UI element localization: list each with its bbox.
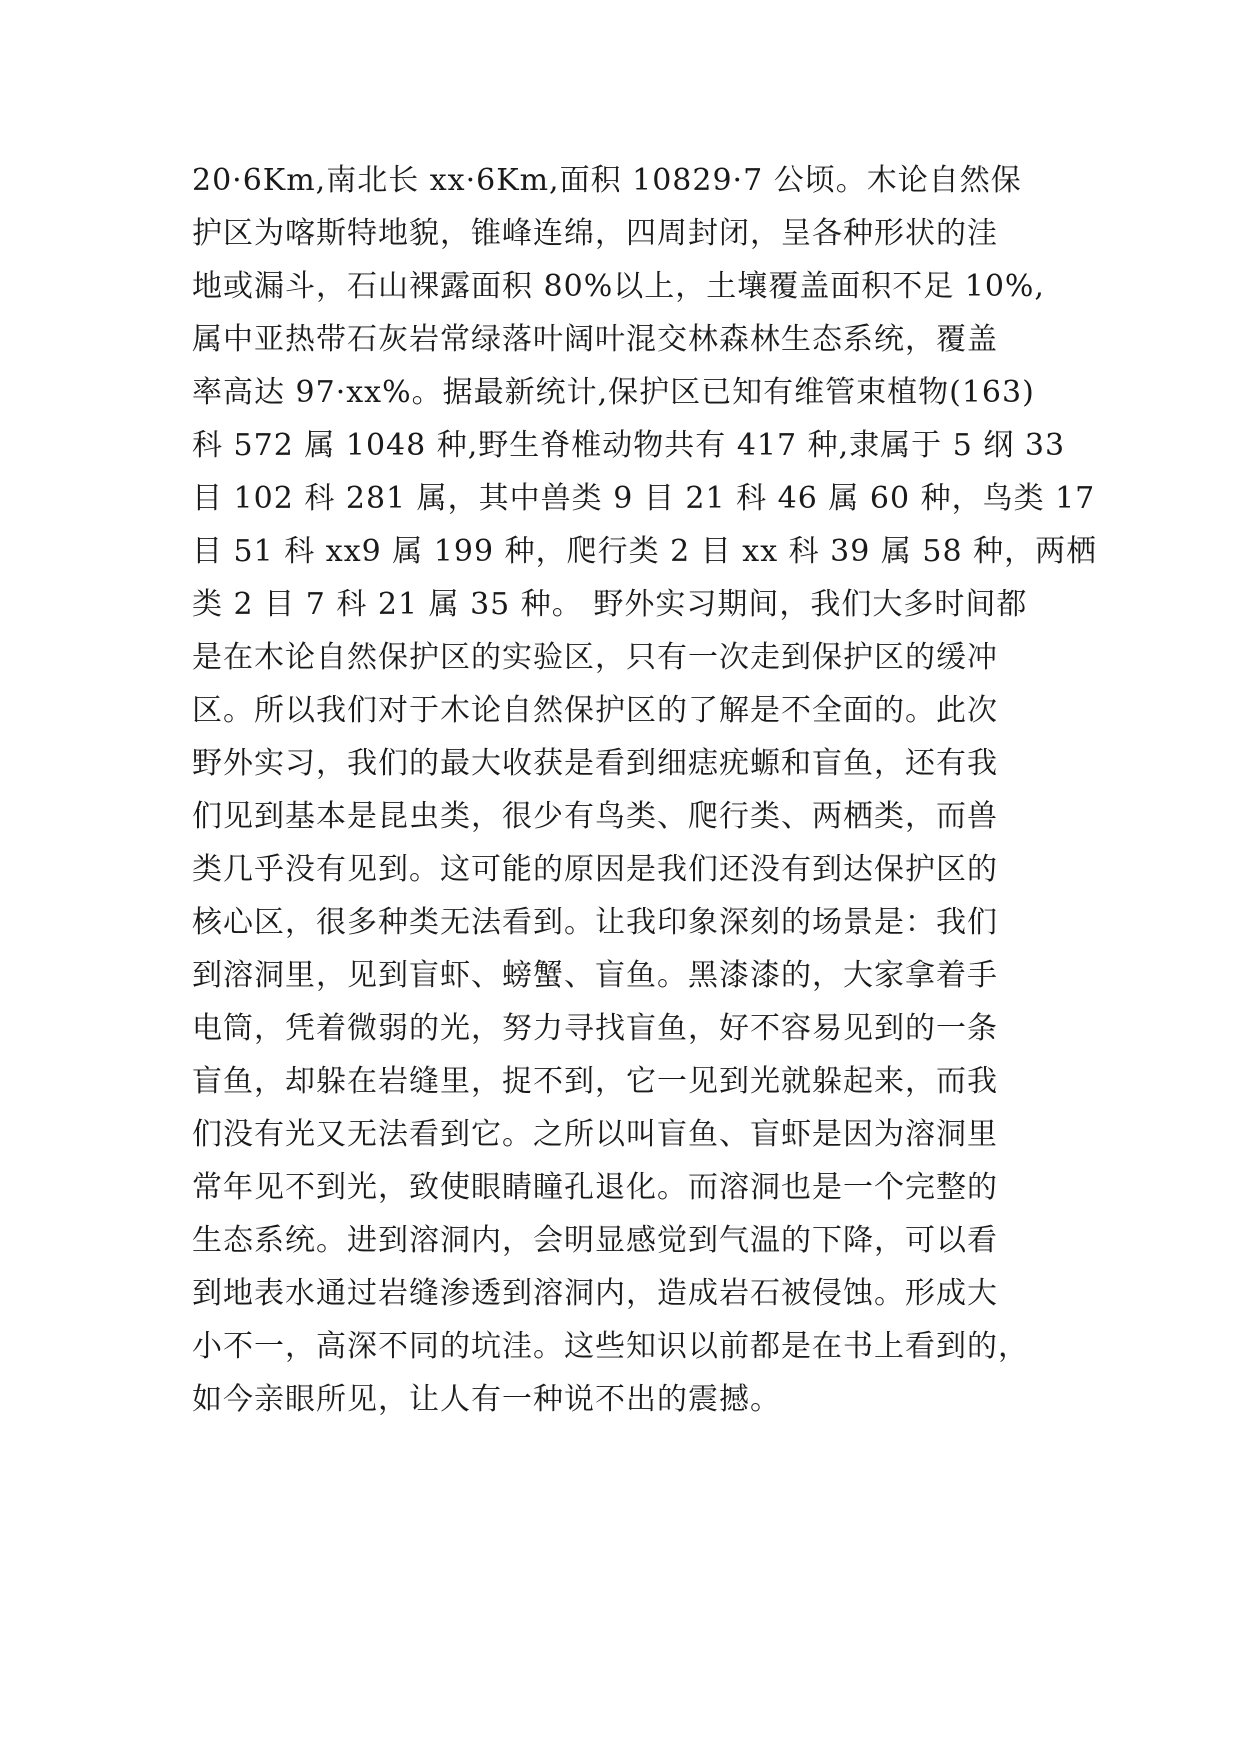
text-line: 小不一，高深不同的坑洼。这些知识以前都是在书上看到的， — [192, 1329, 1029, 1364]
text-line: 盲鱼，却躲在岩缝里，捉不到，它一见到光就躲起来，而我 — [192, 1064, 998, 1099]
text-line: 们见到基本是昆虫类，很少有鸟类、爬行类、两栖类，而兽 — [192, 799, 998, 834]
text-line: 生态系统。进到溶洞内，会明显感觉到气温的下降，可以看 — [192, 1223, 998, 1258]
text-line: 属中亚热带石灰岩常绿落叶阔叶混交林森林生态系统，覆盖 — [192, 322, 998, 357]
text-line: 护区为喀斯特地貌，锥峰连绵，四周封闭，呈各种形状的洼 — [192, 216, 998, 251]
text-line: 野外实习，我们的最大收获是看到细痣疣螈和盲鱼，还有我 — [192, 746, 998, 781]
text-line: 如今亲眼所见，让人有一种说不出的震撼。 — [192, 1382, 781, 1417]
text-line: 科 572 属 1048 种,野生脊椎动物共有 417 种,隶属于 5 纲 33 — [192, 428, 1066, 463]
text-line: 类几乎没有见到。这可能的原因是我们还没有到达保护区的 — [192, 852, 998, 887]
text-line: 目 51 科 xx9 属 199 种，爬行类 2 目 xx 科 39 属 58 种，两栖 — [192, 534, 1098, 569]
text-line: 地或漏斗，石山裸露面积 80%以上，土壤覆盖面积不足 10%, — [192, 269, 1045, 304]
text-line: 率高达 97·xx%。据最新统计,保护区已知有维管束植物(163) — [192, 375, 1035, 410]
text-line: 到地表水通过岩缝渗透到溶洞内，造成岩石被侵蚀。形成大 — [192, 1276, 998, 1311]
text-line: 目 102 科 281 属，其中兽类 9 目 21 科 46 属 60 种，鸟类 17 — [192, 481, 1096, 516]
text-line: 常年见不到光，致使眼睛瞳孔退化。而溶洞也是一个完整的 — [192, 1170, 998, 1205]
text-line: 类 2 目 7 科 21 属 35 种。 野外实习期间，我们大多时间都 — [192, 587, 1028, 622]
text-line: 们没有光又无法看到它。之所以叫盲鱼、盲虾是因为溶洞里 — [192, 1117, 998, 1152]
text-line: 核心区，很多种类无法看到。让我印象深刻的场景是：我们 — [192, 905, 998, 940]
text-line: 到溶洞里，见到盲虾、螃蟹、盲鱼。黑漆漆的，大家拿着手 — [192, 958, 998, 993]
text-line: 电筒，凭着微弱的光，努力寻找盲鱼，好不容易见到的一条 — [192, 1011, 998, 1046]
text-line: 区。所以我们对于木论自然保护区的了解是不全面的。此次 — [192, 693, 998, 728]
text-line: 20·6Km,南北长 xx·6Km,面积 10829·7 公顷。木论自然保 — [192, 163, 1022, 198]
text-line: 是在木论自然保护区的实验区，只有一次走到保护区的缓冲 — [192, 640, 998, 675]
